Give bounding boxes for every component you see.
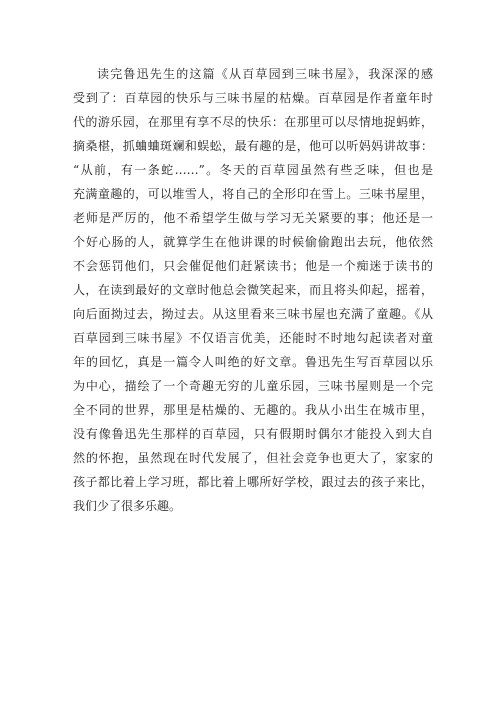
paragraph-line: 然的怀抱，虽然现在时代发展了，但社会竞争也更大了，家家的 xyxy=(73,451,433,465)
paragraph-line: 没有像鲁迅先生那样的百草园，只有假期时偶尔才能投入到大自 xyxy=(73,427,433,441)
paragraph-line: 百草园到三味书屋》不仅语言优美，还能时不时地勾起读者对童 xyxy=(73,331,433,345)
paragraph-line: 充满童趣的，可以堆雪人，将自己的全形印在雪上。三味书屋里， xyxy=(73,187,433,201)
paragraph-line: “从前，有一条蛇……”。冬天的百草园虽然有些乏味，但也是 xyxy=(73,163,433,177)
paragraph-line: 人，在读到最好的文章时他总会微笑起来，而且将头仰起，摇着， xyxy=(73,283,433,297)
paragraph-line: 孩子都比着上学习班，都比着上哪所好学校，跟过去的孩子来比， xyxy=(73,475,433,489)
paragraph-line: 摘桑椹，抓蛐蛐斑斓和蜈蚣，最有趣的是，他可以听妈妈讲故事： xyxy=(73,139,433,153)
paragraph-line: 向后面拗过去，拗过去。从这里看来三味书屋也充满了童趣。《从 xyxy=(73,307,433,321)
paragraph-line: 不会惩罚他们，只会催促他们赶紧读书；他是一个痴迷于读书的 xyxy=(73,259,433,273)
paragraph-line: 代的游乐园，在那里有享不尽的快乐：在那里可以尽情地捉蚂蚱， xyxy=(73,115,433,129)
paragraph-line: 为中心，描绘了一个奇趣无穷的儿童乐园，三味书屋则是一个完 xyxy=(73,379,433,393)
essay-paragraph xyxy=(73,62,433,518)
paragraph-line: 读完鲁迅先生的这篇《从百草园到三味书屋》，我深深的感 xyxy=(97,67,433,81)
paragraph-line: 年的回忆，真是一篇令人叫绝的好文章。鲁迅先生写百草园以乐 xyxy=(73,355,433,369)
paragraph-line: 受到了：百草园的快乐与三味书屋的枯燥。百草园是作者童年时 xyxy=(73,91,433,105)
paragraph-line: 全不同的世界，那里是枯燥的、无趣的。我从小出生在城市里， xyxy=(73,403,433,417)
paragraph-line: 老师是严厉的，他不希望学生做与学习无关紧要的事；他还是一 xyxy=(73,211,433,225)
paragraph-line: 个好心肠的人，就算学生在他讲课的时候偷偷跑出去玩，他依然 xyxy=(73,235,433,249)
paragraph-line: 我们少了很多乐趣。 xyxy=(73,499,182,513)
